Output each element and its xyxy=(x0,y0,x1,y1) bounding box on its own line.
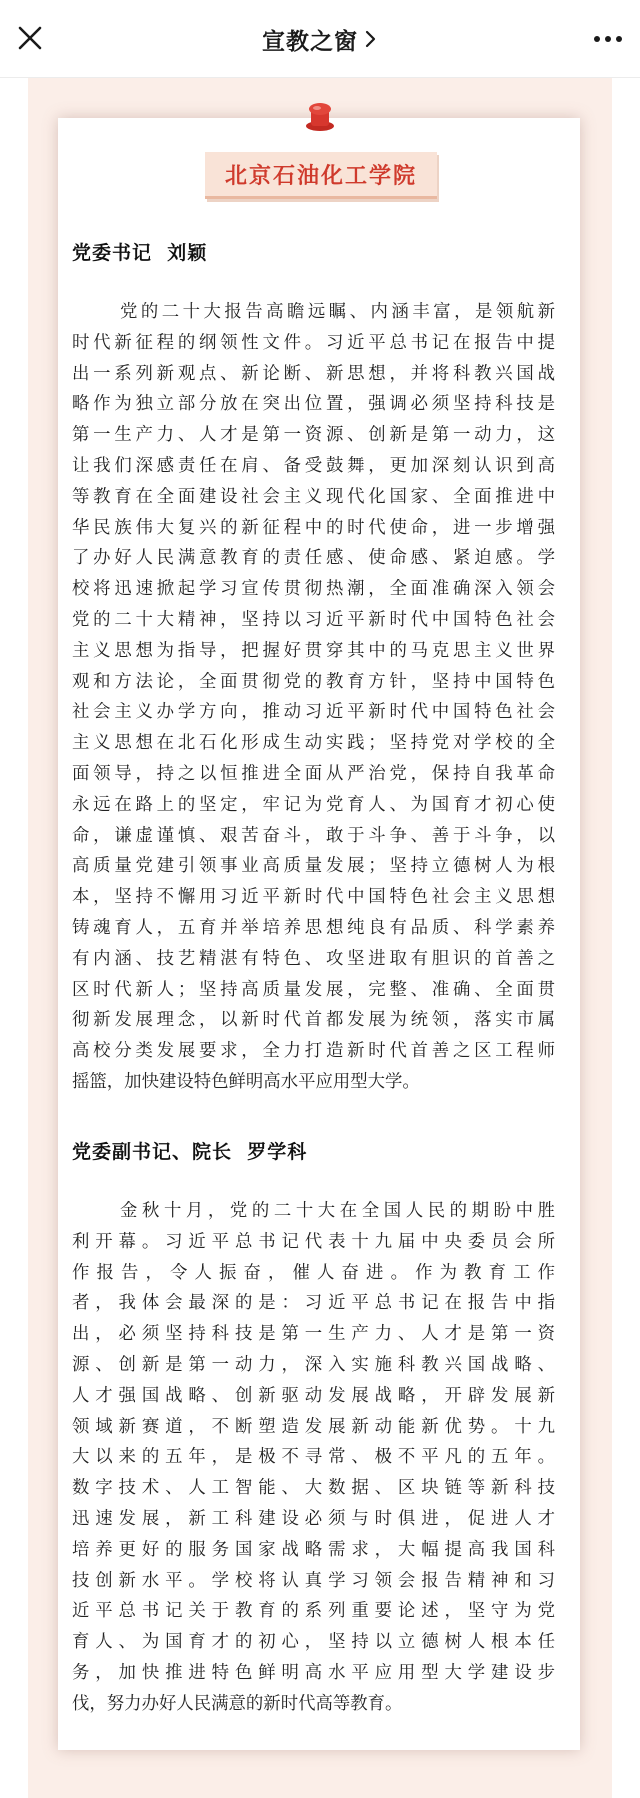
paragraph-line: 培养更好的服务国家战略需求，大幅提高我国科 xyxy=(72,1539,555,1560)
paragraph-line: 近平总书记关于教育的系列重要论述，坚守为党 xyxy=(72,1601,555,1622)
paragraph-line: 党的二十大报告高瞻远瞩、内涵丰富，是领航新 xyxy=(120,302,555,322)
paragraph-line: 时代新征程的纲领性文件。习近平总书记在报告中提 xyxy=(72,332,555,353)
school-name: 北京石油化工学院 xyxy=(224,163,417,189)
paragraph-line: 让我们深感责任在肩、备受鼓舞，更加深刻认识到高 xyxy=(72,455,555,476)
paragraph-line: 务，加快推进特色鲜明高水平应用型大学建设步 xyxy=(72,1662,555,1683)
paragraph-line: 出一系列新观点、新论断、新思想，并将科教兴国战 xyxy=(72,363,555,384)
paragraph-line: 命，谦虚谨慎、艰苦奋斗，敢于斗争、善于斗争，以 xyxy=(72,825,555,846)
paragraph-line: 等教育在全面建设社会主义现代化国家、全面推进中 xyxy=(72,486,555,507)
paragraph-line: 数字技术、人工智能、大数据、区块链等新科技 xyxy=(72,1478,555,1499)
paragraph-line: 伐，努力办好人民满意的新时代高等教育。 xyxy=(72,1693,403,1714)
paragraph-line: 观和方法论，全面贯彻党的教育方针，坚持中国特色 xyxy=(72,671,555,692)
chevron-right-icon xyxy=(364,29,378,49)
paragraph-line: 永远在路上的坚定，牢记为党育人、为国育才初心使 xyxy=(72,794,555,815)
paragraph-line: 第一生产力、人才是第一资源、创新是第一动力，这 xyxy=(72,425,555,446)
page-title: 宣教之窗 xyxy=(262,28,358,55)
close-button[interactable] xyxy=(14,22,46,54)
paragraph-line: 高质量党建引领事业高质量发展；坚持立德树人为根 xyxy=(72,856,555,877)
account-title-link[interactable] xyxy=(262,23,378,56)
section-paragraph-secretary xyxy=(72,297,555,1098)
section-heading-president: 党委副书记、院长 罗学科 xyxy=(72,1141,308,1163)
paragraph-line: 校将迅速掀起学习宣传贯彻热潮，全面准确深入领会 xyxy=(72,579,555,600)
paragraph-line: 人才强国战略、创新驱动发展战略，开辟发展新 xyxy=(72,1385,555,1406)
school-name-banner xyxy=(205,152,437,199)
paragraph-line: 社会主义办学方向，推动习近平新时代中国特色社会 xyxy=(72,702,555,723)
paragraph-line: 主义思想为指导，把握好贯穿其中的马克思主义世界 xyxy=(72,640,555,661)
paragraph-line: 者，我体会最深的是：习近平总书记在报告中指 xyxy=(72,1293,555,1314)
top-navigation-bar xyxy=(0,0,640,78)
section-heading-secretary: 党委书记 刘颖 xyxy=(72,242,208,264)
paragraph-line: 主义思想在北石化形成生动实践；坚持党对学校的全 xyxy=(72,733,555,754)
paragraph-line: 华民族伟大复兴的新征程中的时代使命，进一步增强 xyxy=(72,517,555,538)
paragraph-line: 作报告，令人振奋，催人奋进。作为教育工作 xyxy=(72,1262,555,1283)
paragraph-line: 迅速发展，新工科建设必须与时俱进，促进人才 xyxy=(72,1508,555,1529)
paragraph-line: 有内涵、技艺精湛有特色、攻坚进取有胆识的首善之 xyxy=(72,948,555,969)
paragraph-line: 育人、为国育才的初心，坚持以立德树人根本任 xyxy=(72,1632,555,1653)
pushpin-icon xyxy=(302,100,338,136)
paragraph-line: 本，坚持不懈用习近平新时代中国特色社会主义思想 xyxy=(72,887,555,908)
paragraph-line: 利开幕。习近平总书记代表十九届中央委员会所 xyxy=(72,1231,555,1252)
paragraph-line: 大以来的五年，是极不寻常、极不平凡的五年。 xyxy=(72,1447,555,1468)
paragraph-line: 摇篮，加快建设特色鲜明高水平应用型大学。 xyxy=(72,1071,420,1092)
paragraph-line: 技创新水平。学校将认真学习领会报告精神和习 xyxy=(72,1570,555,1591)
paragraph-line: 区时代新人；坚持高质量发展，完整、准确、全面贯 xyxy=(72,979,555,1000)
paragraph-line: 领域新赛道，不断塑造发展新动能新优势。十九 xyxy=(72,1416,555,1437)
more-dots-icon xyxy=(590,24,626,54)
paragraph-line: 彻新发展理念，以新时代首都发展为统领，落实市属 xyxy=(72,1010,555,1031)
more-options-button[interactable] xyxy=(590,24,626,54)
paragraph-line: 面领导，持之以恒推进全面从严治党，保持自我革命 xyxy=(72,763,555,784)
paragraph-line: 出，必须坚持科技是第一生产力、人才是第一资 xyxy=(72,1324,555,1345)
paragraph-line: 高校分类发展要求，全力打造新时代首善之区工程师 xyxy=(72,1041,555,1062)
section-paragraph-president xyxy=(72,1196,555,1720)
paragraph-line: 铸魂育人，五育并举培养思想纯良有品质、科学素养 xyxy=(72,917,555,938)
close-icon xyxy=(14,22,46,54)
paragraph-line: 略作为独立部分放在突出位置，强调必须坚持科技是 xyxy=(72,394,555,415)
paragraph-line: 源、创新是第一动力，深入实施科教兴国战略、 xyxy=(72,1354,555,1375)
paragraph-line: 金秋十月，党的二十大在全国人民的期盼中胜 xyxy=(120,1201,555,1221)
paragraph-line: 党的二十大精神，坚持以习近平新时代中国特色社会 xyxy=(72,609,555,630)
paragraph-line: 了办好人民满意教育的责任感、使命感、紧迫感。学 xyxy=(72,548,555,569)
